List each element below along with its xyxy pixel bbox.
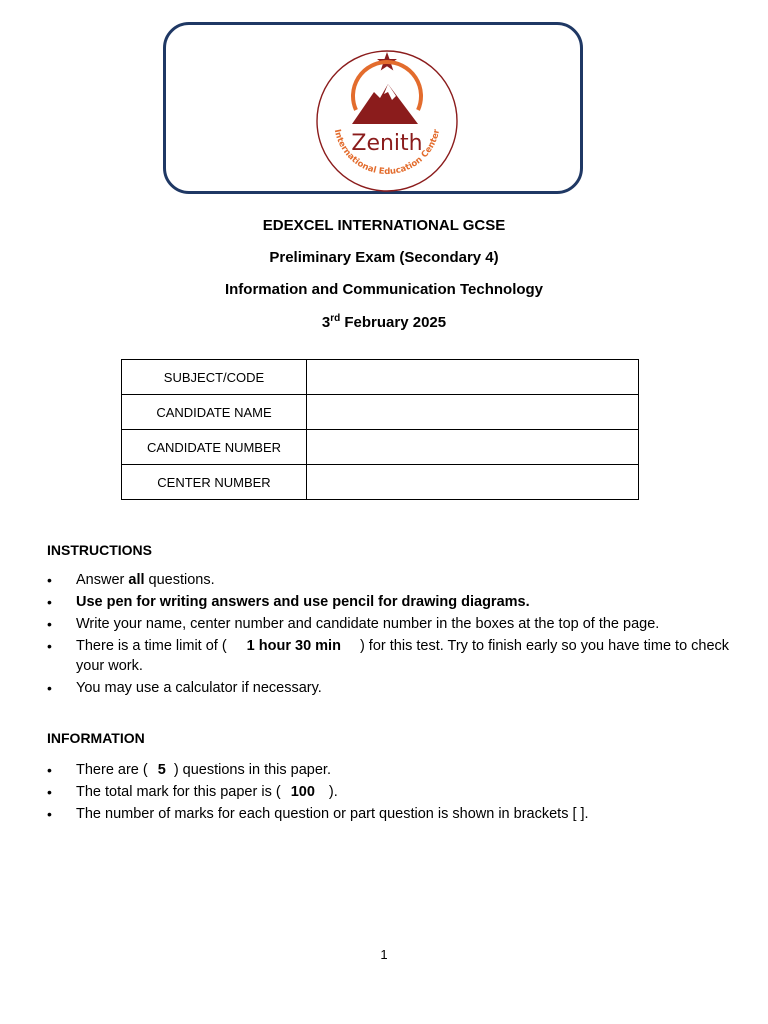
list-item: • The total mark for this paper is ( 100 ). <box>47 782 737 802</box>
date-day: 3 <box>321 314 331 331</box>
list-item: • Use pen for writing answers and use pencil for drawing diagrams. <box>47 592 737 612</box>
logo-ring-text: International Education Center <box>331 128 443 178</box>
zenith-logo <box>314 48 460 194</box>
exam-title-heading: Preliminary Exam (Secondary 4) <box>269 249 499 266</box>
exam-board-heading: EDEXCEL INTERNATIONAL GCSE <box>262 217 506 234</box>
subject-code-field[interactable] <box>307 360 639 395</box>
information-title: INFORMATION <box>47 730 145 746</box>
subject-heading: Information and Communication Technology <box>224 281 544 298</box>
total-mark-value: 100 <box>290 784 315 800</box>
table-row <box>122 395 639 430</box>
center-number-label: CENTER NUMBER <box>122 465 307 500</box>
instructions-list <box>47 570 737 700</box>
page-number: 1 <box>380 947 388 962</box>
mountain-icon <box>352 84 418 124</box>
list-item: • The number of marks for each question or part question is shown in brackets [ ]. <box>47 804 737 824</box>
logo-frame <box>163 22 583 194</box>
candidate-details-table <box>121 359 639 500</box>
question-count-value: 5 <box>157 762 166 778</box>
date-rest: February 2025 <box>340 314 447 331</box>
list-item: • There is a time limit of ( 1 hour 30 min ) for this test. Try to finish early so you have time to check your work. <box>47 636 737 676</box>
exam-date-heading <box>0 313 768 331</box>
list-item: • Answer all questions. <box>47 570 737 590</box>
list-item: • There are ( 5 ) questions in this paper. <box>47 760 737 780</box>
table-row <box>122 360 639 395</box>
instructions-title: INSTRUCTIONS <box>47 542 152 558</box>
table-row <box>122 430 639 465</box>
candidate-number-field[interactable] <box>307 430 639 465</box>
candidate-name-field[interactable] <box>307 395 639 430</box>
list-item: • You may use a calculator if necessary. <box>47 678 737 698</box>
center-number-field[interactable] <box>307 465 639 500</box>
table-row <box>122 465 639 500</box>
list-item: • Write your name, center number and candidate number in the boxes at the top of the page. <box>47 614 737 634</box>
logo-brand-text: Zenith <box>351 131 423 156</box>
subject-code-label: SUBJECT/CODE <box>122 360 307 395</box>
date-suffix: rd <box>330 313 341 324</box>
information-list <box>47 760 737 826</box>
candidate-number-label: CANDIDATE NUMBER <box>122 430 307 465</box>
time-limit-value: 1 hour 30 min <box>246 638 341 654</box>
candidate-name-label: CANDIDATE NAME <box>122 395 307 430</box>
